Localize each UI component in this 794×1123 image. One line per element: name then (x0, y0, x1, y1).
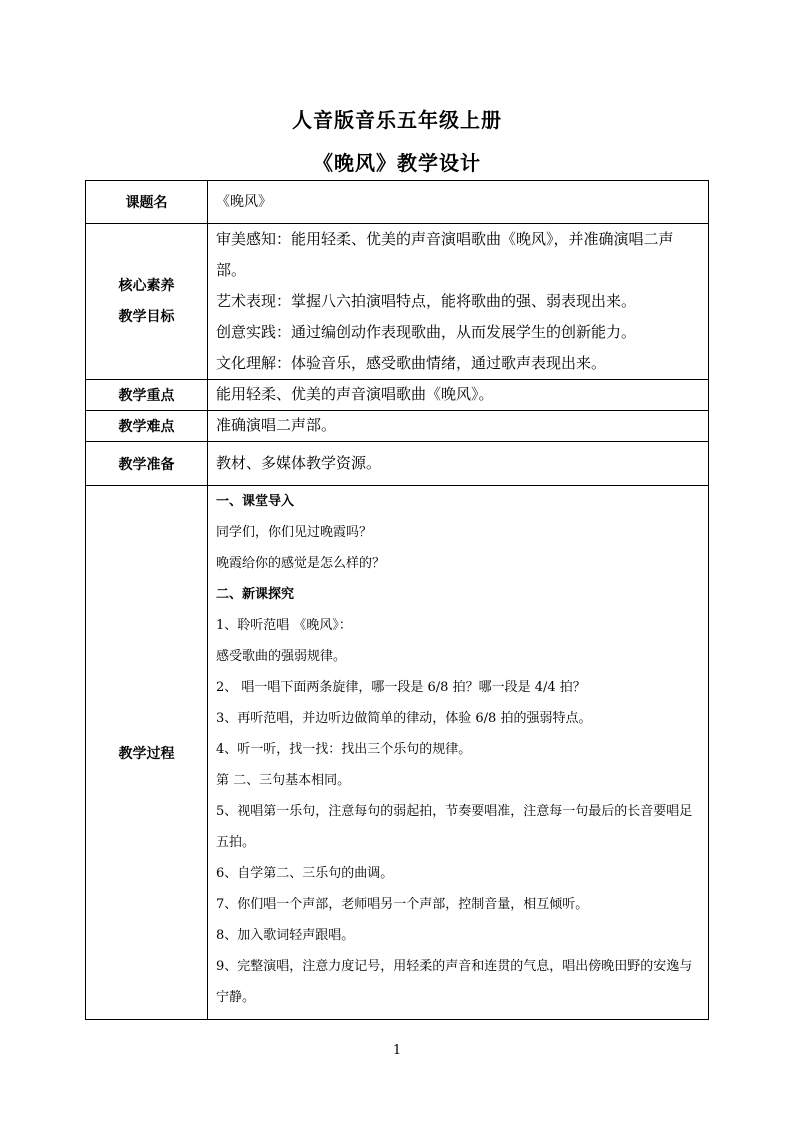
process-line: 3、再听范唱，并边听边做简单的律动，体验 6/8 拍的强弱特点。 (216, 711, 592, 726)
table-row-key-point (86, 380, 709, 411)
process-line: 晚霞给你的感觉是怎么样的？ (216, 556, 386, 571)
process-label: 教学过程 (86, 486, 208, 1020)
table-row-goals (86, 224, 709, 380)
goal-item: 审美感知：能用轻柔、优美的声音演唱歌曲《晚风》，并准确演唱二声部。 (216, 230, 674, 279)
process-line: 9、完整演唱，注意力度记号，用轻柔的声音和连贯的气息，唱出傍晚田野的安逸与宁静。 (216, 959, 693, 1005)
process-line: 感受歌曲的强弱规律。 (216, 649, 347, 664)
process-content (208, 486, 709, 1020)
table-row-topic (86, 181, 709, 224)
process-line: 4、听一听，找一找：找出三个乐句的规律。 (216, 742, 472, 757)
process-line: 8、加入歌词轻声跟唱。 (216, 928, 355, 943)
process-line: 第 二、三句基本相同。 (216, 773, 351, 788)
goal-item: 创意实践：通过编创动作表现歌曲，从而发展学生的创新能力。 (216, 323, 637, 341)
process-line: 5、视唱第一乐句，注意每句的弱起拍，节奏要唱准，注意每一句最后的长音要唱足五拍。 (216, 804, 693, 850)
process-section-heading: 一、课堂导入 (216, 494, 295, 509)
preparation-value: 教材、多媒体教学资源。 (216, 454, 382, 472)
key-point-label: 教学重点 (86, 380, 208, 411)
goal-item: 艺术表现：掌握八六拍演唱特点，能将歌曲的强、弱表现出来。 (216, 292, 637, 310)
document-title: 人音版音乐五年级上册 (292, 108, 502, 132)
topic-value-cell (208, 181, 709, 224)
key-point-cell (208, 380, 709, 411)
goals-label-line1: 核心素养 (118, 277, 175, 294)
goals-label-line2: 教学目标 (118, 308, 175, 325)
difficulty-label: 教学难点 (86, 411, 208, 442)
lesson-plan-table (85, 180, 709, 1020)
process-line: 2、 唱一唱下面两条旋律，哪一段是 6/8 拍？哪一段是 4/4 拍？ (216, 680, 586, 695)
difficulty-value: 准确演唱二声部。 (216, 416, 337, 434)
goals-content (208, 224, 709, 380)
topic-label: 课题名 (86, 181, 208, 224)
table-row-process (86, 486, 709, 1020)
process-line: 6、自学第二、三乐句的曲调。 (216, 866, 394, 881)
goals-label (86, 224, 208, 380)
process-line: 同学们，你们见过晚霞吗？ (216, 525, 373, 540)
process-section-heading: 二、新课探究 (216, 587, 295, 602)
table-row-difficulty (86, 411, 709, 442)
page-number: 1 (392, 1043, 402, 1058)
table-row-preparation (86, 442, 709, 486)
goal-item: 文化理解：体验音乐，感受歌曲情绪，通过歌声表现出来。 (216, 354, 607, 372)
topic-value: 《晚风》 (216, 193, 272, 210)
difficulty-cell (208, 411, 709, 442)
key-point-value: 能用轻柔、优美的声音演唱歌曲《晚风》。 (216, 385, 494, 403)
process-line: 1、聆听范唱 《晚风》： (216, 618, 352, 633)
preparation-label: 教学准备 (86, 442, 208, 486)
preparation-cell (208, 442, 709, 486)
process-line: 7、你们唱一个声部，老师唱另一个声部，控制音量，相互倾听。 (216, 897, 589, 912)
document-subtitle: 《晚风》教学设计 (313, 151, 481, 175)
